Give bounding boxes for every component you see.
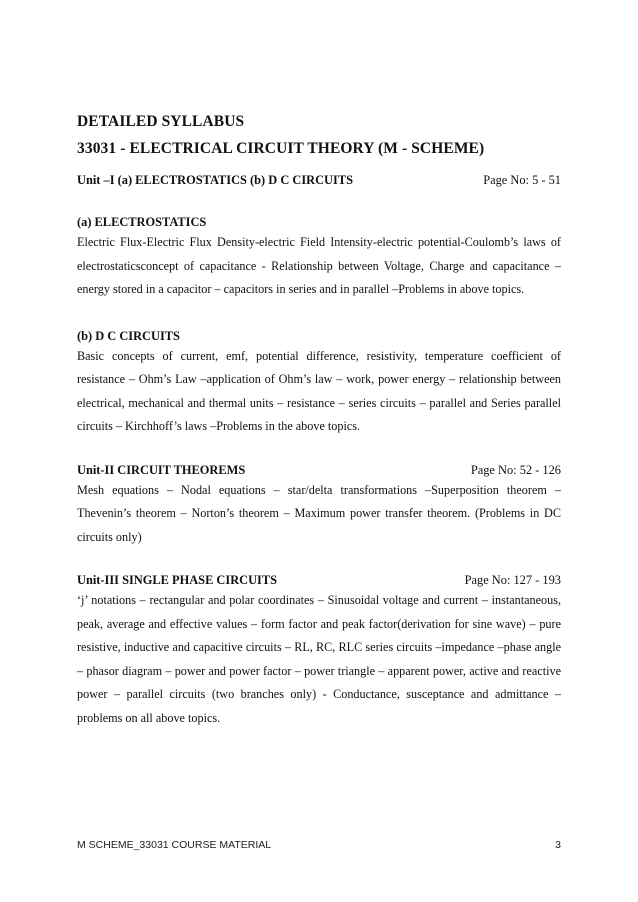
section-a-title: (a) ELECTROSTATICS [77, 215, 207, 229]
unit-3-header [77, 571, 561, 589]
footer-page-number: 3 [555, 839, 561, 851]
unit-1-pages: Page No: 5 - 51 [483, 173, 561, 187]
unit-1-section-a [77, 213, 561, 302]
unit-2-pages: Page No: 52 - 126 [470, 462, 561, 477]
heading-course-title: 33031 - ELECTRICAL CIRCUIT THEORY (M - SCHEME) [77, 140, 485, 157]
unit-1-header [77, 171, 561, 189]
unit-3-pages: Page No: 127 - 193 [464, 573, 561, 587]
section-b-text: Basic concepts of current, emf, potential difference, resistivity, temperature coefficient of resistance – Ohm’s Law –application of Ohm’s law – work, power energy – relationship between electrical, mechanical and thermal units – resistance – series circuits – parallel and Series parallel circuits – Kirchhoff’s laws –Problems in the above topics. [77, 348, 561, 433]
unit-2-text: Mesh equations – Nodal equations – star/delta transformations –Superposition theorem – Thevenin’s theorem – Norton’s theorem – Maximum power transfer theorem. (Problems in DC circuits only) [77, 482, 561, 544]
section-a-text: Electric Flux-Electric Flux Density-electric Field Intensity-electric potential-Coulomb’s laws of electrostaticsconcept of capacitance - Relationship between Voltage, Charge and capacitance – energy stored in a capacitor – capacitors in series and in parallel –Problems in above topics. [77, 235, 561, 296]
page-footer [77, 839, 561, 851]
unit-2-header [77, 461, 561, 479]
unit-2-title: Unit-II CIRCUIT THEOREMS [77, 462, 246, 477]
heading-detailed-syllabus: DETAILED SYLLABUS [77, 113, 245, 130]
unit-1-section-b [77, 327, 561, 439]
section-b-title: (b) D C CIRCUITS [77, 328, 180, 343]
footer-course-label: M SCHEME_33031 COURSE MATERIAL [77, 839, 272, 851]
unit-3-text: ‘j’ notations – rectangular and polar coordinates – Sinusoidal voltage and current – instantaneous, peak, average and effective values – form factor and peak factor(derivation for sine wave) – pure resistive, inductive and capacitive circuits – RL, RC, RLC series circuits –impedance –phase angle – phasor diagram – power and power factor – power triangle – apparent power, active and reactive power – parallel circuits (two branches only) - Conductance, susceptance and admittance –problems on all above topics. [77, 593, 561, 725]
unit-1-title: Unit –I (a) ELECTROSTATICS (b) D C CIRCUITS [77, 173, 353, 187]
page-content [77, 112, 561, 730]
unit-3-title: Unit-III SINGLE PHASE CIRCUITS [77, 573, 278, 587]
